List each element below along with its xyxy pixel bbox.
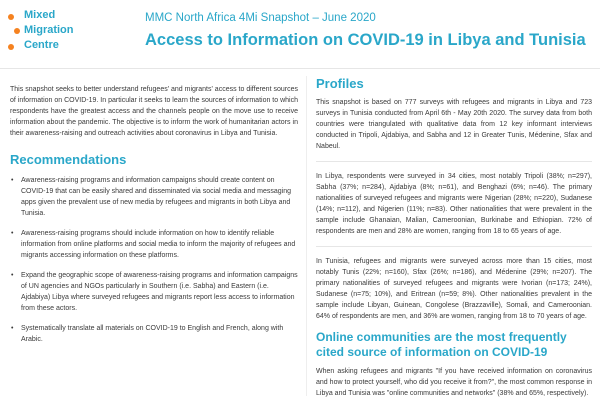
section-divider (316, 161, 592, 162)
list-item (10, 323, 298, 345)
recommendation-text: Systematically translate all materials on COVID-19 to English and French, along with Arabic. (21, 325, 284, 343)
logo-line-2: Migration (24, 24, 74, 36)
intro-paragraph: This snapshot seeks to better understand refugees' and migrants' access to different sources of information on COVID-19. In particular it seeks to learn the sources of information to which respondents have the greatest access and the channels people on the move use to receive information about the pandemic. The objective is to inform the work of humanitarian actors in their awareness-raising and outreach activities about coronavirus in Libya and Tunisia. (10, 86, 298, 137)
page-title: Access to Information on COVID-19 in Libya and Tunisia (145, 31, 586, 49)
left-column (10, 84, 298, 354)
page-header (0, 0, 600, 68)
recommendations-heading: Recommendations (10, 152, 127, 167)
tunisia-profile-paragraph: In Tunisia, refugees and migrants were surveyed across more than 15 cities, most notably Tunis (22%; n=160), Sfax (26%; n=186), and Médenine (29%; n=207). The primary nationalities of surveyed refugees and migrants were Ivorian (n=173; 24%), Sudanese (n=75; 10%), and Eritrean (n=59; 8%). Other nationalities prevalent in the sample include Libyan, Guinean, Congolese (Brazzaville), Somali, and Cameroonian. 64% of respondents are men, and 36% are women, ranging from 18 to 70 years of age. (316, 258, 592, 320)
list-item (10, 270, 298, 314)
list-item (10, 175, 298, 219)
section-divider (316, 246, 592, 247)
bullet-icon: • (11, 272, 14, 279)
list-item (10, 228, 298, 261)
logo-wordmark (24, 8, 74, 53)
online-communities-paragraph: When asking refugees and migrants "If you have received information on coronavirus and how to protect yourself, who did you receive it from?", the most common response in Libya and Tunisia was "online communities and networks" (38% and 65%, respectively). (316, 368, 592, 397)
recommendation-text: Expand the geographic scope of awareness-raising programs and information campaigns of UN agencies and NGOs particularly in Southern (i.e. Sabha) and Eastern (i.e. Ajdabiya) Libya where surveyed refugees and migrants report less access to information from these actors. (21, 272, 298, 312)
right-column (316, 76, 592, 399)
profiles-heading: Profiles (316, 76, 364, 91)
online-communities-heading: Online communities are the most frequently cited source of information on COVID-19 (316, 330, 567, 359)
logo-line-1: Mixed (24, 9, 56, 21)
profiles-paragraph: This snapshot is based on 777 surveys with refugees and migrants in Libya and 723 surveys in Tunisia conducted from April 6th - May 20th 2020. The survey data from both countries were triangulated with qualitative data from 12 key informant interviews conducted in Tripoli, Ajdabiya, and Sabha and 12 in Greater Tunis, Médenine, Sfax and Nabeul. (316, 99, 592, 150)
mmc-logo (6, 8, 121, 62)
bullet-icon: • (11, 325, 14, 332)
column-divider (306, 76, 307, 396)
logo-dot-icon (14, 28, 20, 34)
header-divider (0, 68, 600, 69)
libya-profile-paragraph: In Libya, respondents were surveyed in 34 cities, most notably Tripoli (38%; n=297), Sabha (37%; n=284), Ajdabiya (8%; n=61), and Benghazi (6%; n=46). The primary nationalities of surveyed refugees and migrants were Nigerian (28%; n=220), Sudanese (14%; n=112), and Nigerien (11%; n=83). Other nationalities that were prevalent in the sample include Ghanaian, Malian, Cameroonian, Burkinabe and Ethiopian. 72% of respondents are men and 28% are women, ranging from 18 to 65 years of age. (316, 173, 592, 235)
logo-dot-icon (8, 44, 14, 50)
snapshot-subtitle: MMC North Africa 4Mi Snapshot – June 2020 (145, 12, 376, 24)
recommendations-list (10, 175, 298, 345)
recommendation-text: Awareness-raising programs should include information on how to identify reliable information from online platforms and social media to inform the majority of refugees and migrants accessing information on these platforms. (21, 230, 296, 259)
logo-dot-icon (8, 14, 14, 20)
logo-line-3: Centre (24, 39, 59, 51)
bullet-icon: • (11, 177, 14, 184)
recommendation-text: Awareness-raising programs and information campaigns should create content on COVID-19 that can be easily shared and disseminated via social media and messaging apps given the prevalent use of new media by refugees and migrants in both Libya and Tunisia. (21, 177, 292, 217)
bullet-icon: • (11, 230, 14, 237)
